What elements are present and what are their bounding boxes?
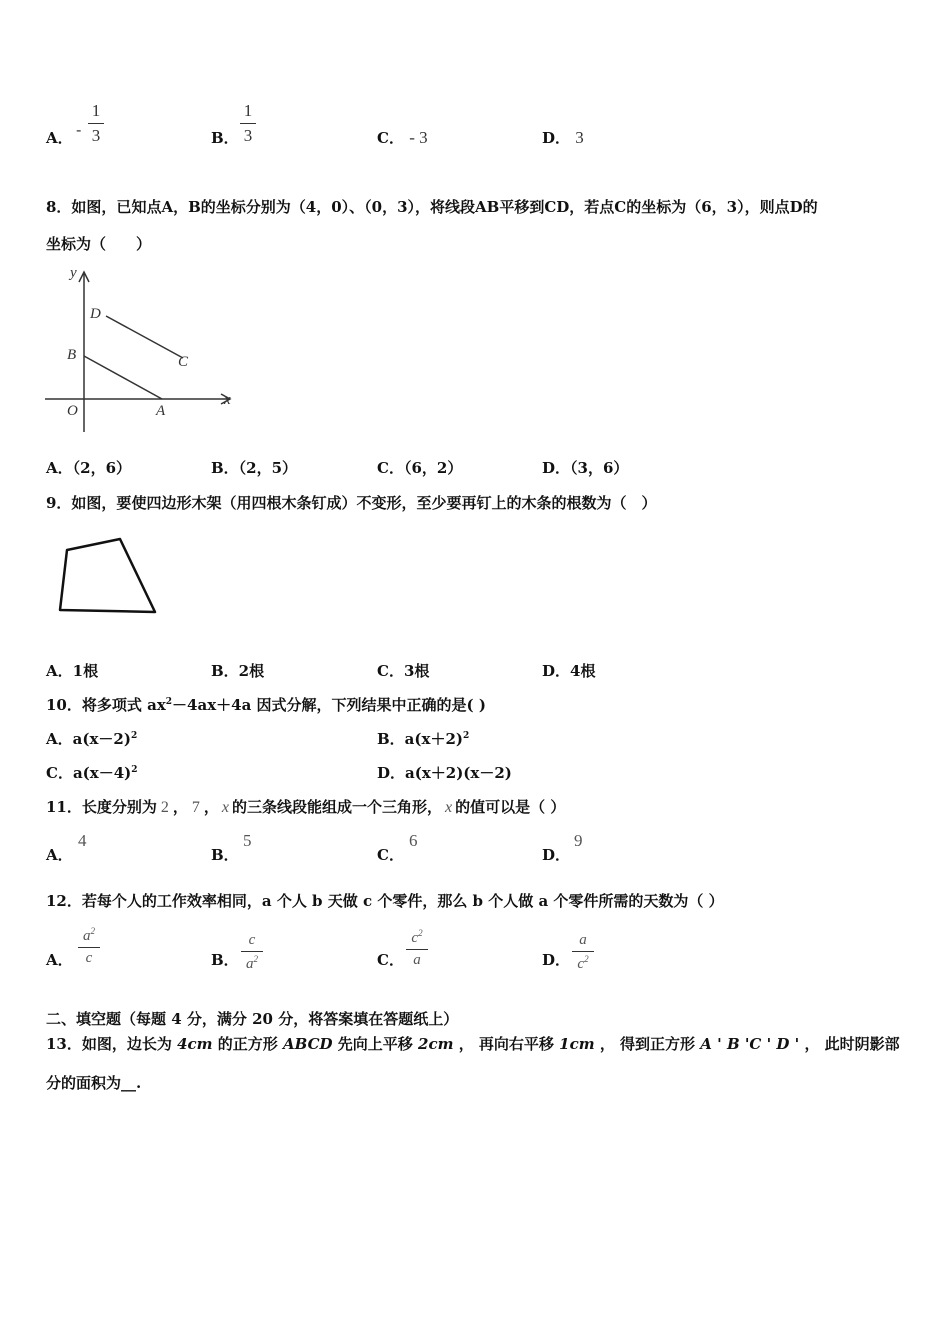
q11-option-d-value: 9 [574, 831, 583, 850]
q10-stem: 10．将多项式 $ax^2-4ax+4a$ 因式分解，下列结果中正确的是( ) [46, 696, 486, 714]
q12-option-d-fraction: a $c^2$ [572, 932, 594, 973]
q13-stem-line1: 13．如图，边长为 4cm 的正方形 ABCD 先向上平移 2cm ， 再向右平移 1cm ， 得到正方形 A ' B 'C ' D ' ， 此时阴影部 [46, 1035, 900, 1053]
point-b-label: B [67, 347, 77, 363]
q11-option-b: B． [211, 846, 239, 864]
segment-ab [84, 356, 162, 399]
q8-coordinate-figure [40, 262, 240, 437]
point-d-label: D [90, 306, 101, 322]
q7-option-a-sign: - [76, 120, 82, 139]
x-axis-label: x [224, 392, 231, 408]
q11-stem: 11．长度分别为 2 ， 7 ， x 的三条线段能组成一个三角形， x 的值可以是（ ） [46, 798, 566, 816]
q9-stem: 9．如图，要使四边形木架（用四根木条钉成）不变形，至少要再钉上的木条的根数为（ ） [46, 494, 657, 512]
q12-option-c-fraction: $c^2$ a [406, 928, 428, 969]
q8-option-c: C．（6，2） [377, 459, 463, 477]
section-title: 二、填空题（每题 4 分，满分 20 分，将答案填在答题纸上） [46, 1010, 459, 1028]
q8-option-d: D．（3，6） [542, 459, 629, 477]
q11-option-c: C． [377, 846, 404, 864]
q12-option-a: A． [46, 951, 73, 969]
q7-option-b: B． [211, 129, 239, 147]
q10-option-b: B．$a(x+2)^2$ [377, 730, 470, 748]
q10-option-d: D．a(x＋2)(x－2) [377, 764, 512, 782]
q8-stem-line2: 坐标为（ ） [46, 235, 152, 253]
q12-option-b-fraction: c $a^2$ [241, 932, 263, 973]
q11-option-a: A． [46, 846, 73, 864]
q11-option-b-value: 5 [243, 831, 252, 850]
q13-stem-line2: 分的面积为__. [46, 1074, 142, 1092]
segment-dc [106, 316, 183, 358]
q11-option-c-value: 6 [409, 831, 418, 850]
q11-option-d: D． [542, 846, 571, 864]
q12-option-b: B． [211, 951, 239, 969]
q9-option-c: C．3根 [377, 662, 430, 680]
q12-option-c: C． [377, 951, 404, 969]
q9-option-d: D．4根 [542, 662, 596, 680]
origin-label: O [67, 403, 78, 419]
y-axis-label: y [70, 265, 77, 281]
point-a-label: A [156, 403, 166, 419]
q7-option-a-fraction: 1 3 [88, 101, 104, 146]
q8-option-b: B．（2，5） [211, 459, 298, 477]
q9-quadrilateral-figure [50, 530, 170, 620]
q7-option-c: C． - 3 [377, 128, 428, 147]
q10-option-a: A．$a(x-2)^2$ [46, 730, 138, 748]
q11-option-a-value: 4 [78, 831, 87, 850]
quadrilateral [60, 539, 155, 612]
q9-option-b: B．2根 [211, 662, 265, 680]
q8-stem-line1: 8．如图，已知点A，B的坐标分别为（4，0）、（0，3），将线段AB平移到CD，若点C的坐标为（6，3），则点D的 [46, 198, 818, 216]
q9-option-a: A．1根 [46, 662, 99, 680]
q7-option-a: A． [46, 129, 73, 147]
q7-option-b-fraction: 1 3 [240, 101, 256, 146]
q12-option-d: D． [542, 951, 571, 969]
q8-option-a: A．（2，6） [46, 459, 132, 477]
q10-option-c: C．$a(x-4)^2$ [46, 764, 138, 782]
q12-stem: 12．若每个人的工作效率相同，a 个人 b 天做 c 个零件，那么 b 个人做 a 个零件所需的天数为（ ） [46, 892, 724, 910]
point-c-label: C [178, 354, 189, 370]
q7-option-d: D． 3 [542, 128, 584, 147]
q12-option-a-fraction: $a^2$ c [78, 926, 100, 967]
